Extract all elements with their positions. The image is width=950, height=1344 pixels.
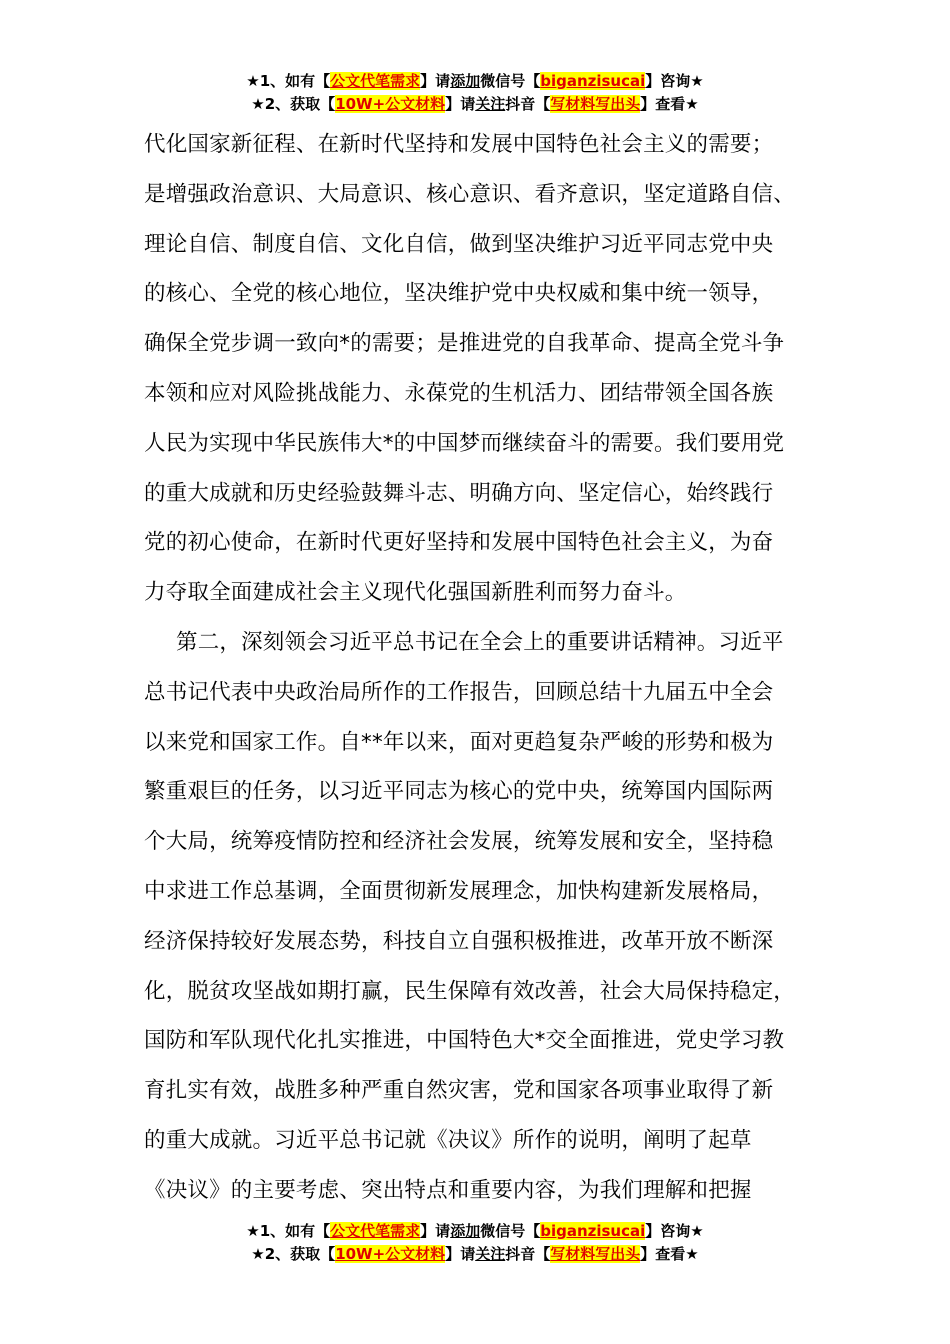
highlight-materials: 10W+公文材料 bbox=[335, 95, 446, 113]
header-banner bbox=[0, 70, 950, 116]
body-line: 繁重艰巨的任务，以习近平同志为核心的党中央，统筹国内国际两 bbox=[144, 779, 774, 805]
document-body bbox=[144, 120, 814, 1216]
banner-line-2: ★2、获取【10W+公文材料】请关注抖音【写材料写出头】查看★ bbox=[251, 95, 699, 113]
highlight-douyin-account: 写材料写出头 bbox=[550, 1245, 641, 1263]
body-line: 经济保持较好发展态势，科技自立自强积极推进，改革开放不断深 bbox=[144, 928, 774, 954]
banner-line-1: ★1、如有【公文代笔需求】请添加微信号【biganzisucai】咨询★ bbox=[246, 72, 704, 90]
body-line: 党的初心使命，在新时代更好坚持和发展中国特色社会主义，为奋 bbox=[144, 530, 774, 556]
body-line: 的核心、全党的核心地位，坚决维护党中央权威和集中统一领导， bbox=[144, 281, 774, 307]
body-line: 个大局，统筹疫情防控和经济社会发展，统筹发展和安全，坚持稳 bbox=[144, 829, 774, 855]
body-line: 化，脱贫攻坚战如期打赢，民生保障有效改善，社会大局保持稳定， bbox=[144, 978, 796, 1004]
body-line: 《决议》的主要考虑、突出特点和重要内容，为我们理解和把握 bbox=[144, 1177, 752, 1203]
highlight-wechat-id: biganzisucai bbox=[540, 72, 646, 90]
body-line: 力夺取全面建成社会主义现代化强国新胜利而努力奋斗。 bbox=[144, 580, 687, 606]
highlight-materials: 10W+公文材料 bbox=[335, 1245, 446, 1263]
body-line: 国防和军队现代化扎实推进，中国特色大*交全面推进，党史学习教 bbox=[144, 1028, 785, 1054]
highlight-service: 公文代笔需求 bbox=[330, 72, 421, 90]
body-line: 本领和应对风险挑战能力、永葆党的生机活力、团结带领全国各族 bbox=[144, 380, 774, 406]
body-line: 确保全党步调一致向*的需要；是推进党的自我革命、提高全党斗争 bbox=[144, 331, 785, 357]
banner-line-1: ★1、如有【公文代笔需求】请添加微信号【biganzisucai】咨询★ bbox=[246, 1222, 704, 1240]
paragraph-start-line: 第二，深刻领会习近平总书记在全会上的重要讲话精神。习近平 bbox=[176, 629, 784, 655]
body-line: 人民为实现中华民族伟大*的中国梦而继续奋斗的需要。我们要用党 bbox=[144, 430, 785, 456]
body-line: 以来党和国家工作。自**年以来，面对更趋复杂严峻的形势和极为 bbox=[144, 729, 774, 755]
body-line: 中求进工作总基调，全面贯彻新发展理念，加快构建新发展格局， bbox=[144, 878, 774, 904]
body-line: 理论自信、制度自信、文化自信，做到坚决维护习近平同志党中央 bbox=[144, 231, 774, 257]
highlight-douyin-account: 写材料写出头 bbox=[550, 95, 641, 113]
body-line: 的重大成就。习近平总书记就《决议》所作的说明，阐明了起草 bbox=[144, 1127, 752, 1153]
highlight-service: 公文代笔需求 bbox=[330, 1222, 421, 1240]
body-line: 代化国家新征程、在新时代坚持和发展中国特色社会主义的需要； bbox=[144, 132, 774, 157]
body-line: 的重大成就和历史经验鼓舞斗志、明确方向、坚定信心，始终践行 bbox=[144, 480, 774, 506]
body-line: 育扎实有效，战胜多种严重自然灾害，党和国家各项事业取得了新 bbox=[144, 1078, 774, 1104]
footer-banner bbox=[0, 1220, 950, 1266]
banner-line-2: ★2、获取【10W+公文材料】请关注抖音【写材料写出头】查看★ bbox=[251, 1245, 699, 1263]
highlight-wechat-id: biganzisucai bbox=[540, 1222, 646, 1240]
body-line: 总书记代表中央政治局所作的工作报告，回顾总结十九届五中全会 bbox=[144, 679, 774, 705]
body-line: 是增强政治意识、大局意识、核心意识、看齐意识，坚定道路自信、 bbox=[144, 181, 796, 207]
